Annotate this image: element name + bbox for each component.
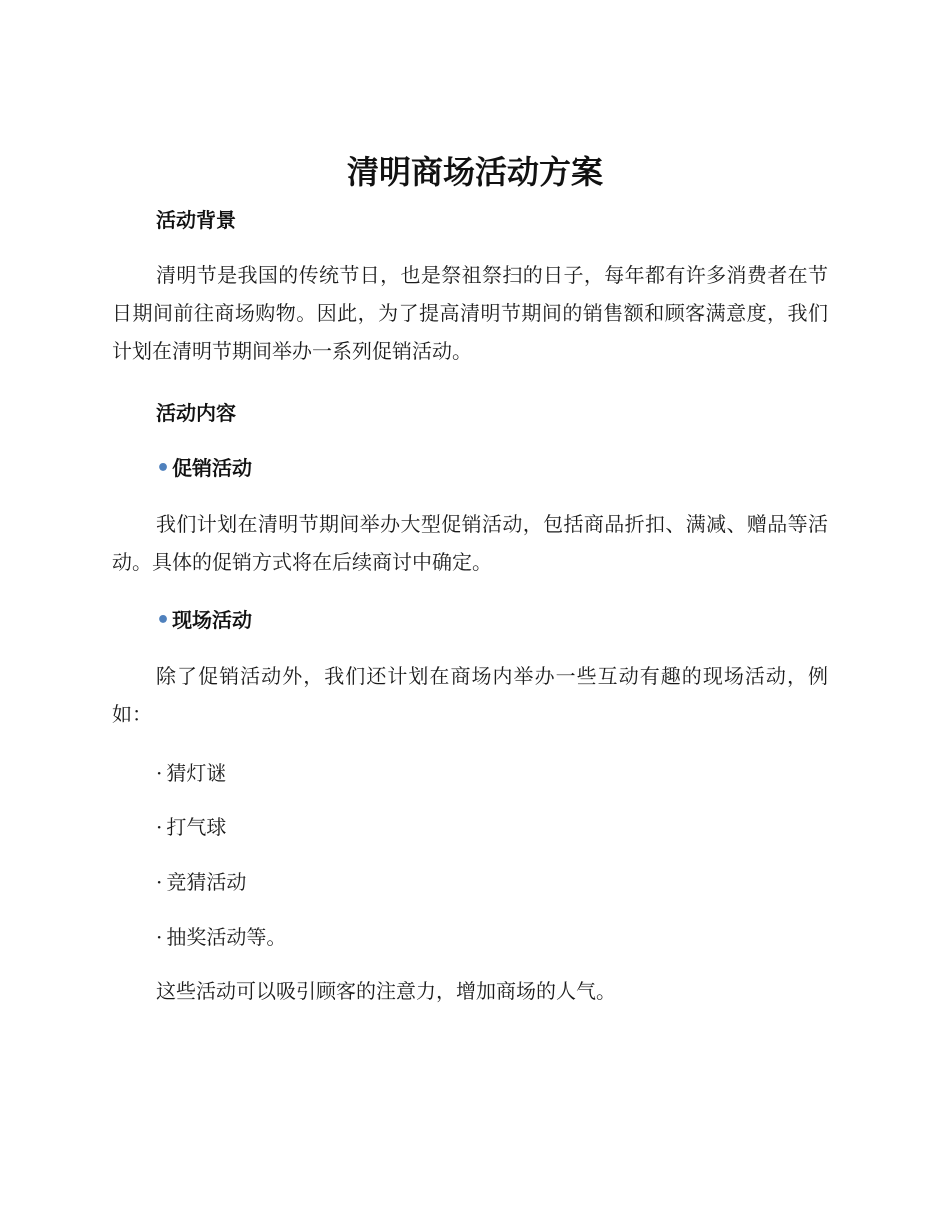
list-item: · 抽奖活动等。: [156, 925, 287, 949]
page-title: 清明商场活动方案: [346, 153, 603, 191]
subheading-onsite: [156, 606, 252, 635]
bullet-dot-icon: •: [156, 456, 171, 481]
list-item: · 竞猜活动: [156, 870, 247, 894]
paragraph-onsite: 除了促销活动外，我们还计划在商场内举办一些互动有趣的现场活动，例如：: [112, 664, 828, 726]
list-mark-icon: ·: [156, 761, 163, 785]
list-item: · 打气球: [156, 815, 227, 839]
list-mark-icon: ·: [156, 815, 163, 839]
subheading-onsite-label: 现场活动: [172, 608, 253, 632]
section-heading-content: 活动内容: [156, 401, 236, 425]
section-heading-background: 活动背景: [156, 208, 236, 232]
list-item: · 猜灯谜: [156, 761, 227, 785]
paragraph-promotion: 我们计划在清明节期间举办大型促销活动，包括商品折扣、满减、赠品等活动。具体的促销方式将在后续商讨中确定。: [112, 512, 828, 574]
list-mark-icon: ·: [156, 870, 163, 894]
subheading-promotion: [156, 454, 252, 483]
paragraph-closing: 这些活动可以吸引顾客的注意力，增加商场的人气。: [156, 979, 616, 1003]
paragraph-background: 清明节是我国的传统节日，也是祭祖祭扫的日子，每年都有许多消费者在节日期间前往商场购物。因此，为了提高清明节期间的销售额和顾客满意度，我们计划在清明节期间举办一系列促销活动。: [112, 263, 828, 363]
subheading-promotion-label: 促销活动: [172, 456, 253, 480]
bullet-dot-icon: •: [156, 608, 171, 633]
list-mark-icon: ·: [156, 925, 163, 949]
